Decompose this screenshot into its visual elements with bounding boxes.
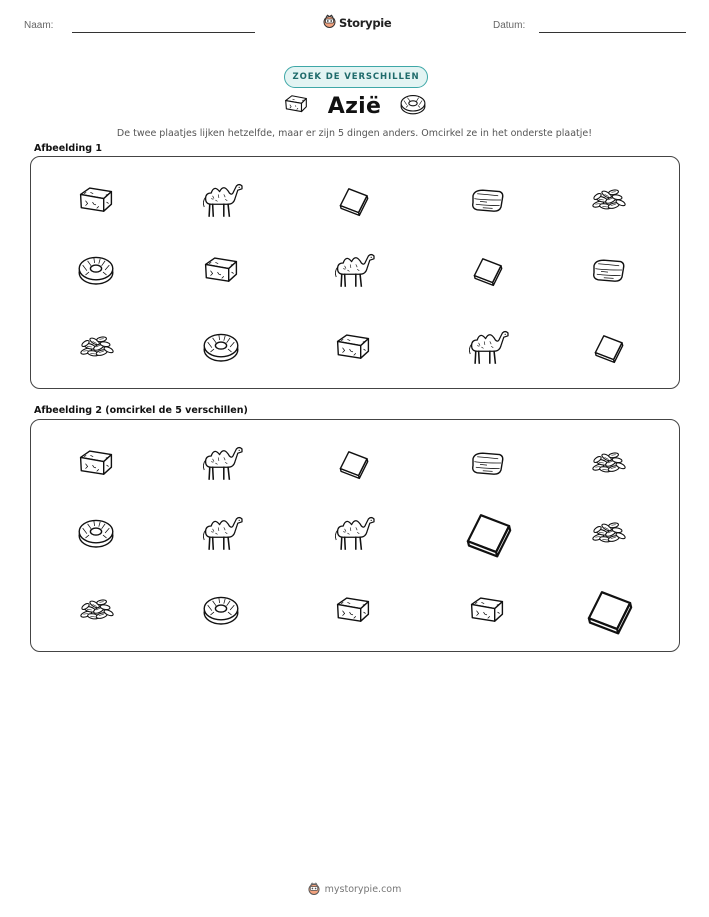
date-label: Datum: xyxy=(493,20,526,31)
camel-icon[interactable] xyxy=(193,442,249,484)
sugar-cube-icon[interactable] xyxy=(325,589,381,631)
folded-towel-icon[interactable] xyxy=(459,442,515,484)
folded-cloth-icon[interactable] xyxy=(325,442,381,484)
sugar-cube-icon[interactable] xyxy=(459,589,515,631)
footer-url: mystorypie.com xyxy=(324,884,402,895)
picture2-panel[interactable] xyxy=(30,419,680,652)
folded-towel-icon xyxy=(580,249,636,291)
folded-cloth-icon xyxy=(459,249,515,291)
ring-cookie-icon[interactable] xyxy=(193,589,249,631)
ring-cookie-icon xyxy=(193,326,249,368)
picture1-label: Afbeelding 1 xyxy=(34,143,102,154)
ring-cookie-icon xyxy=(399,92,427,120)
name-line[interactable] xyxy=(72,32,255,33)
folded-towel-icon xyxy=(459,179,515,221)
camel-icon[interactable] xyxy=(325,512,381,554)
page-title: Azië xyxy=(327,93,382,119)
sugar-cube-icon xyxy=(68,179,124,221)
folded-cloth-icon xyxy=(580,326,636,368)
instructions: De twee plaatjes lijken hetzelfde, maar er zijn 5 dingen anders. Omcirkel ze in het onderste plaatje! xyxy=(116,128,593,139)
camel-icon xyxy=(459,326,515,368)
sugar-cube-icon xyxy=(193,249,249,291)
dates-pile-icon[interactable] xyxy=(580,442,636,484)
camel-icon[interactable] xyxy=(193,512,249,554)
ring-cookie-icon xyxy=(68,249,124,291)
title-row xyxy=(0,92,709,120)
footer xyxy=(0,880,709,899)
name-label: Naam: xyxy=(24,20,54,31)
folded-cloth-icon xyxy=(325,179,381,221)
storypie-logo xyxy=(323,13,391,32)
activity-badge: ZOEK DE VERSCHILLEN xyxy=(284,66,428,88)
dates-pile-icon[interactable] xyxy=(580,512,636,554)
dates-pile-icon xyxy=(68,326,124,368)
folded-cloth-icon[interactable] xyxy=(565,577,652,642)
date-line[interactable] xyxy=(539,32,686,33)
folded-cloth-icon[interactable] xyxy=(444,500,531,565)
picture1-panel xyxy=(30,156,680,389)
sugar-cube-icon[interactable] xyxy=(68,442,124,484)
dates-pile-icon xyxy=(580,179,636,221)
dates-pile-icon[interactable] xyxy=(68,589,124,631)
picture2-label: Afbeelding 2 (omcirkel de 5 verschillen) xyxy=(34,405,248,416)
ring-cookie-icon[interactable] xyxy=(68,512,124,554)
camel-icon xyxy=(193,179,249,221)
sugar-cube-icon xyxy=(325,326,381,368)
mascot-icon xyxy=(308,880,320,899)
brand-name: Storypie xyxy=(339,15,392,30)
camel-icon xyxy=(325,249,381,291)
mascot-icon xyxy=(323,13,336,32)
sugar-cube-icon xyxy=(282,93,310,119)
